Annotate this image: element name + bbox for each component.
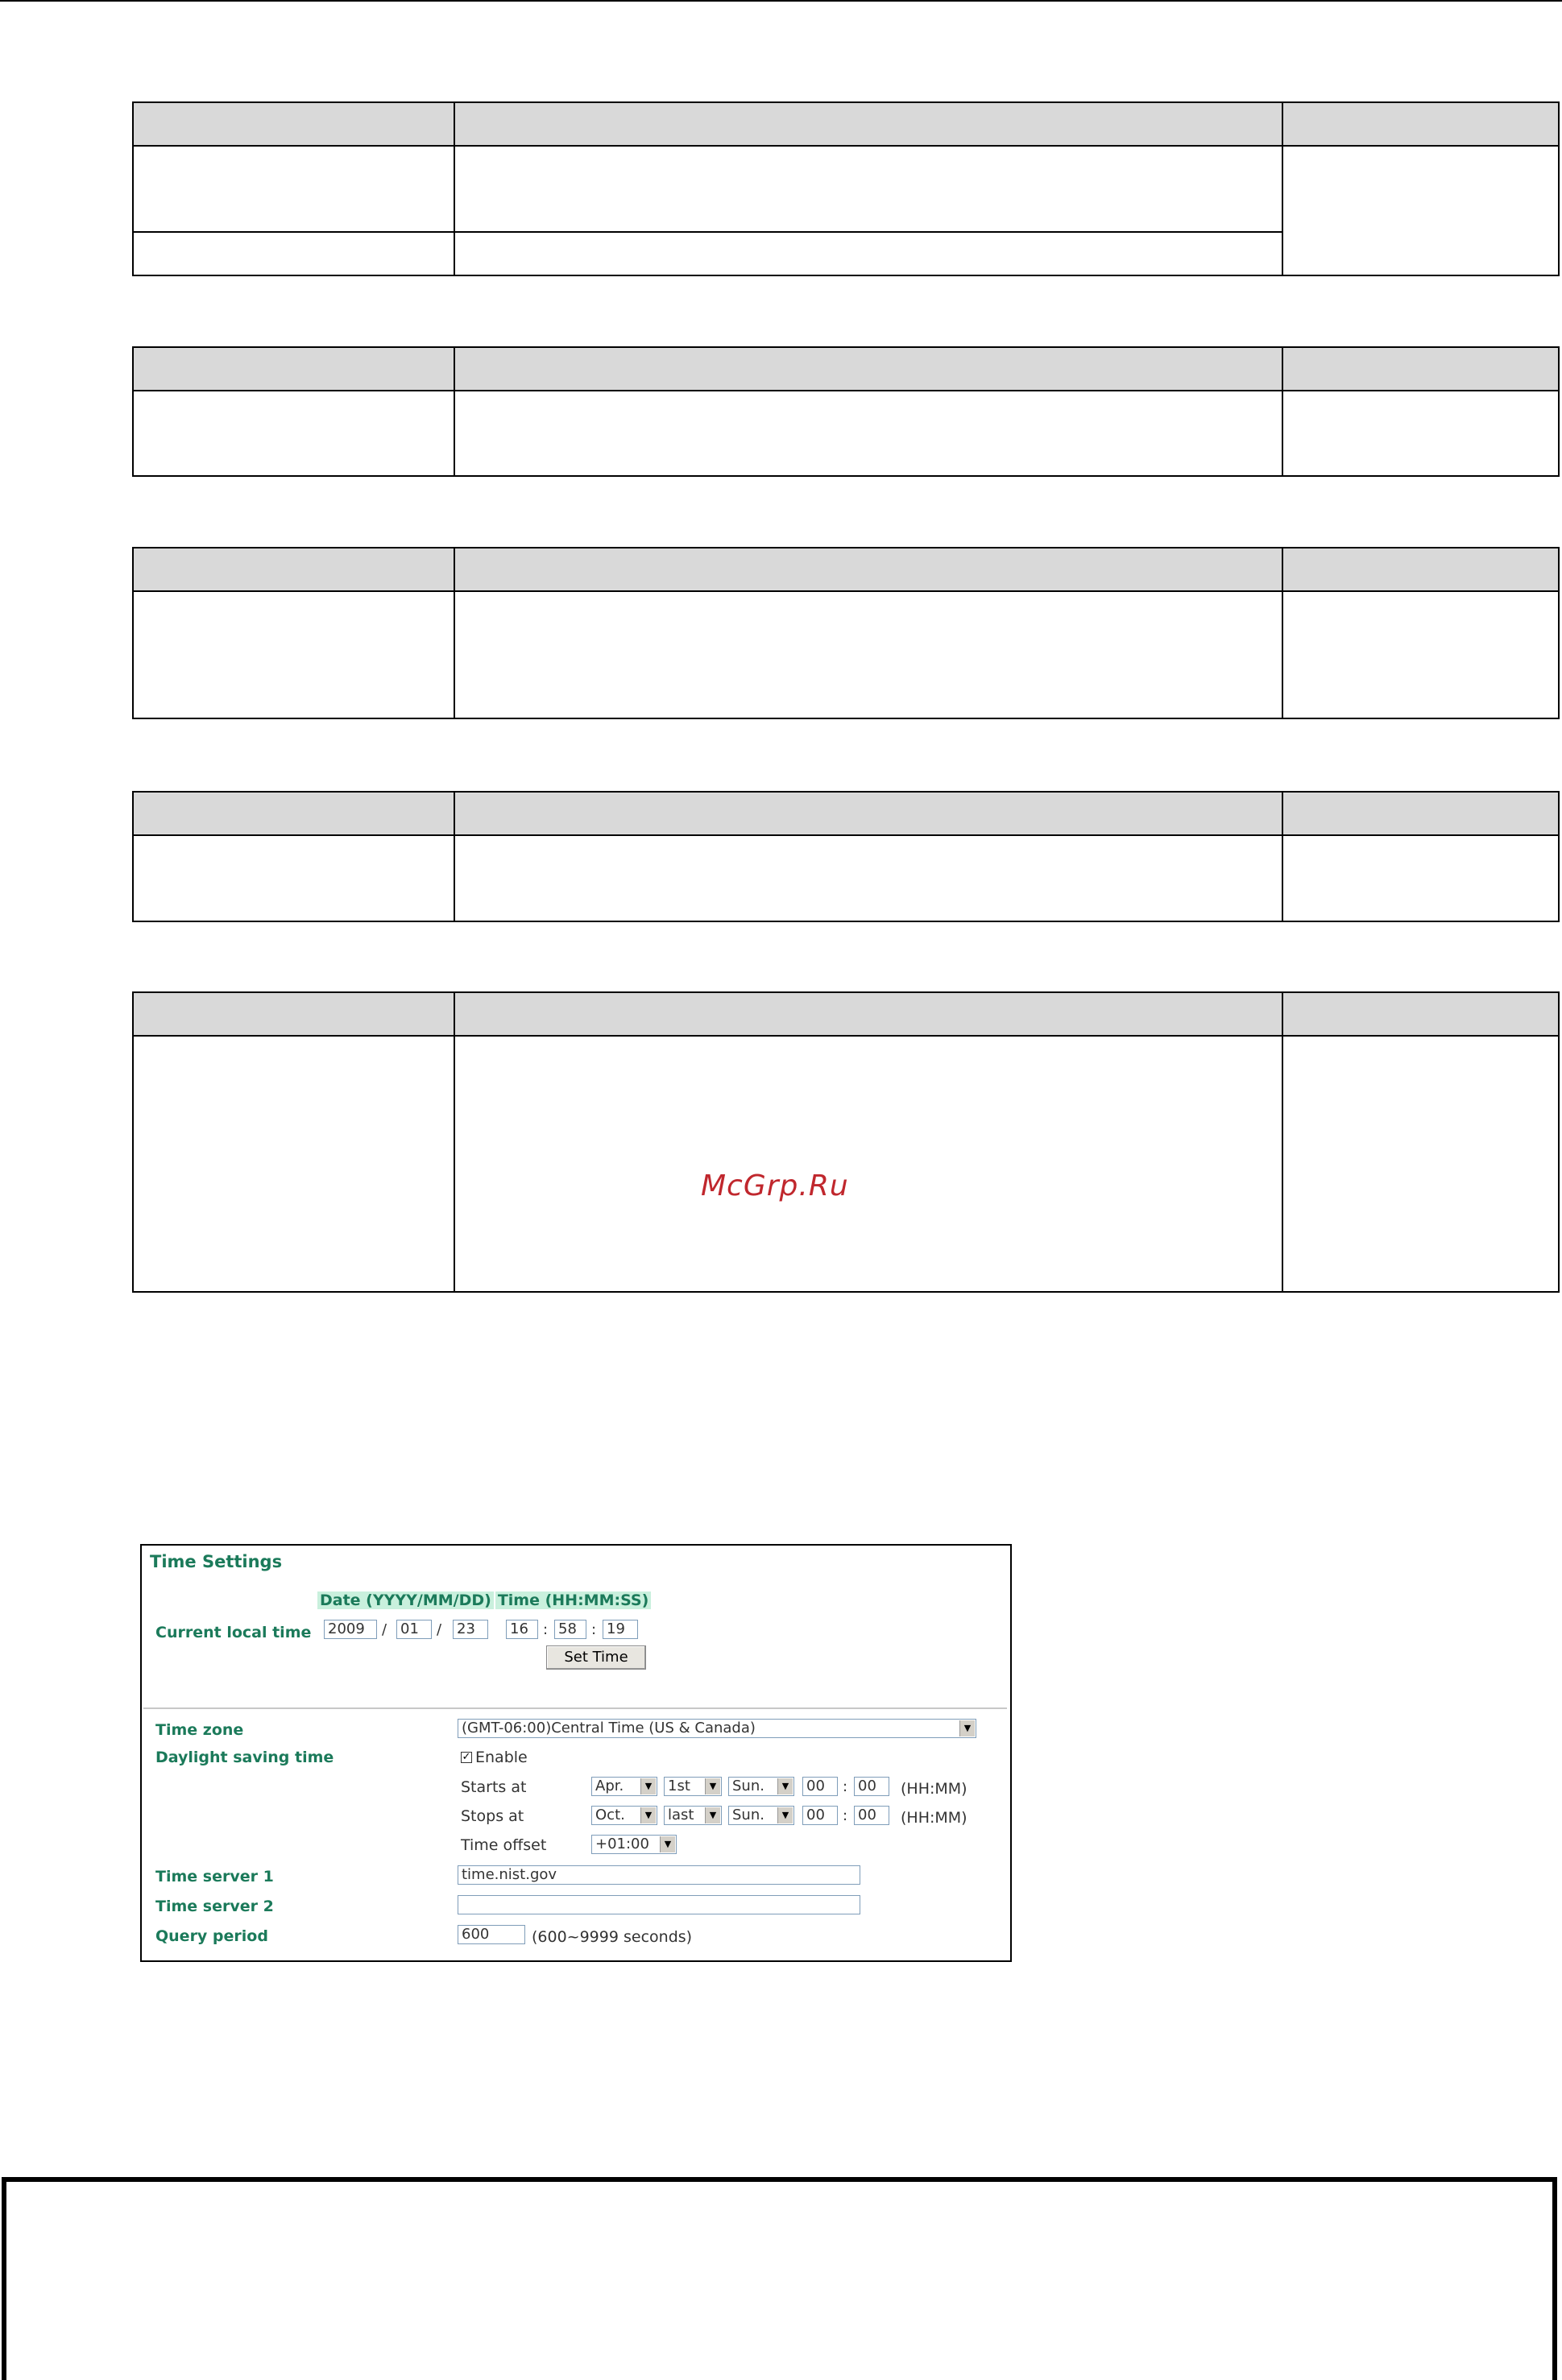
date-format-hint: Date (YYYY/MM/DD) xyxy=(317,1591,494,1609)
chevron-down-icon: ▼ xyxy=(777,1807,793,1823)
hour-input[interactable]: 16 xyxy=(506,1620,538,1639)
watermark: McGrp.Ru xyxy=(701,1169,849,1202)
stops-month-value: Oct. xyxy=(595,1807,625,1823)
time-server-1-label: Time server 1 xyxy=(155,1868,274,1885)
time-separator: : xyxy=(843,1778,848,1795)
time-zone-select[interactable] xyxy=(458,1719,976,1738)
year-input[interactable]: 2009 xyxy=(324,1620,377,1639)
stops-day-select[interactable] xyxy=(728,1806,794,1825)
time-server-2-input[interactable] xyxy=(458,1895,860,1914)
time-offset-value: +01:00 xyxy=(595,1836,649,1852)
query-period-label: Query period xyxy=(155,1927,268,1945)
time-separator: : xyxy=(543,1621,549,1638)
set-time-button[interactable]: Set Time xyxy=(546,1645,646,1670)
enable-checkbox[interactable]: ✓ xyxy=(462,1751,471,1763)
starts-hour-input[interactable]: 00 xyxy=(802,1777,838,1796)
parameter-table-2 xyxy=(132,346,1560,477)
stops-day-value: Sun. xyxy=(732,1807,764,1823)
chevron-down-icon: ▼ xyxy=(660,1836,675,1852)
parameter-table-4 xyxy=(132,791,1560,922)
chevron-down-icon: ▼ xyxy=(640,1778,656,1794)
parameter-table-3 xyxy=(132,547,1560,719)
time-server-1-input[interactable]: time.nist.gov xyxy=(458,1865,860,1885)
top-rule xyxy=(0,0,1562,2)
stops-hour-input[interactable]: 00 xyxy=(802,1806,838,1825)
starts-day-value: Sun. xyxy=(732,1778,764,1794)
starts-at-label: Starts at xyxy=(461,1778,527,1796)
stops-week-select[interactable] xyxy=(664,1806,722,1825)
starts-week-select[interactable] xyxy=(664,1777,722,1796)
parameter-table-5 xyxy=(132,991,1560,1293)
time-offset-select[interactable] xyxy=(591,1835,677,1854)
second-input[interactable]: 19 xyxy=(603,1620,638,1639)
stops-week-value: last xyxy=(668,1807,694,1823)
stops-month-select[interactable] xyxy=(591,1806,657,1825)
daylight-saving-label: Daylight saving time xyxy=(155,1749,334,1766)
chevron-down-icon: ▼ xyxy=(777,1778,793,1794)
stops-minute-input[interactable]: 00 xyxy=(854,1806,889,1825)
starts-day-select[interactable] xyxy=(728,1777,794,1796)
hhmm-hint: (HH:MM) xyxy=(901,1809,967,1827)
time-zone-value: (GMT-06:00)Central Time (US & Canada) xyxy=(462,1720,756,1736)
starts-minute-input[interactable]: 00 xyxy=(854,1777,889,1796)
chevron-down-icon: ▼ xyxy=(705,1778,720,1794)
starts-month-value: Apr. xyxy=(595,1778,624,1794)
time-server-2-label: Time server 2 xyxy=(155,1898,274,1915)
starts-week-value: 1st xyxy=(668,1778,690,1794)
date-separator: / xyxy=(437,1621,442,1638)
day-input[interactable]: 23 xyxy=(453,1620,488,1639)
minute-input[interactable]: 58 xyxy=(554,1620,586,1639)
time-format-hint: Time (HH:MM:SS) xyxy=(495,1591,651,1609)
current-local-time-label: Current local time xyxy=(155,1624,312,1641)
chevron-down-icon: ▼ xyxy=(959,1720,975,1736)
enable-label: Enable xyxy=(475,1749,528,1766)
chevron-down-icon: ▼ xyxy=(640,1807,656,1823)
time-separator: : xyxy=(843,1807,848,1824)
parameter-table-1 xyxy=(132,101,1560,276)
query-period-input[interactable]: 600 xyxy=(458,1925,525,1944)
hhmm-hint: (HH:MM) xyxy=(901,1780,967,1798)
section-divider xyxy=(143,1707,1007,1709)
time-offset-label: Time offset xyxy=(461,1836,547,1854)
date-separator: / xyxy=(382,1621,387,1638)
stops-at-label: Stops at xyxy=(461,1807,524,1825)
chevron-down-icon: ▼ xyxy=(705,1807,720,1823)
month-input[interactable]: 01 xyxy=(396,1620,432,1639)
query-period-range-hint: (600~9999 seconds) xyxy=(532,1928,693,1946)
panel-title: Time Settings xyxy=(150,1552,283,1571)
time-separator: : xyxy=(591,1621,597,1638)
date-time-hints xyxy=(317,1591,651,1609)
time-settings-panel xyxy=(140,1544,1012,1962)
time-zone-label: Time zone xyxy=(155,1721,244,1739)
notice-box xyxy=(2,2177,1557,2380)
starts-month-select[interactable] xyxy=(591,1777,657,1796)
